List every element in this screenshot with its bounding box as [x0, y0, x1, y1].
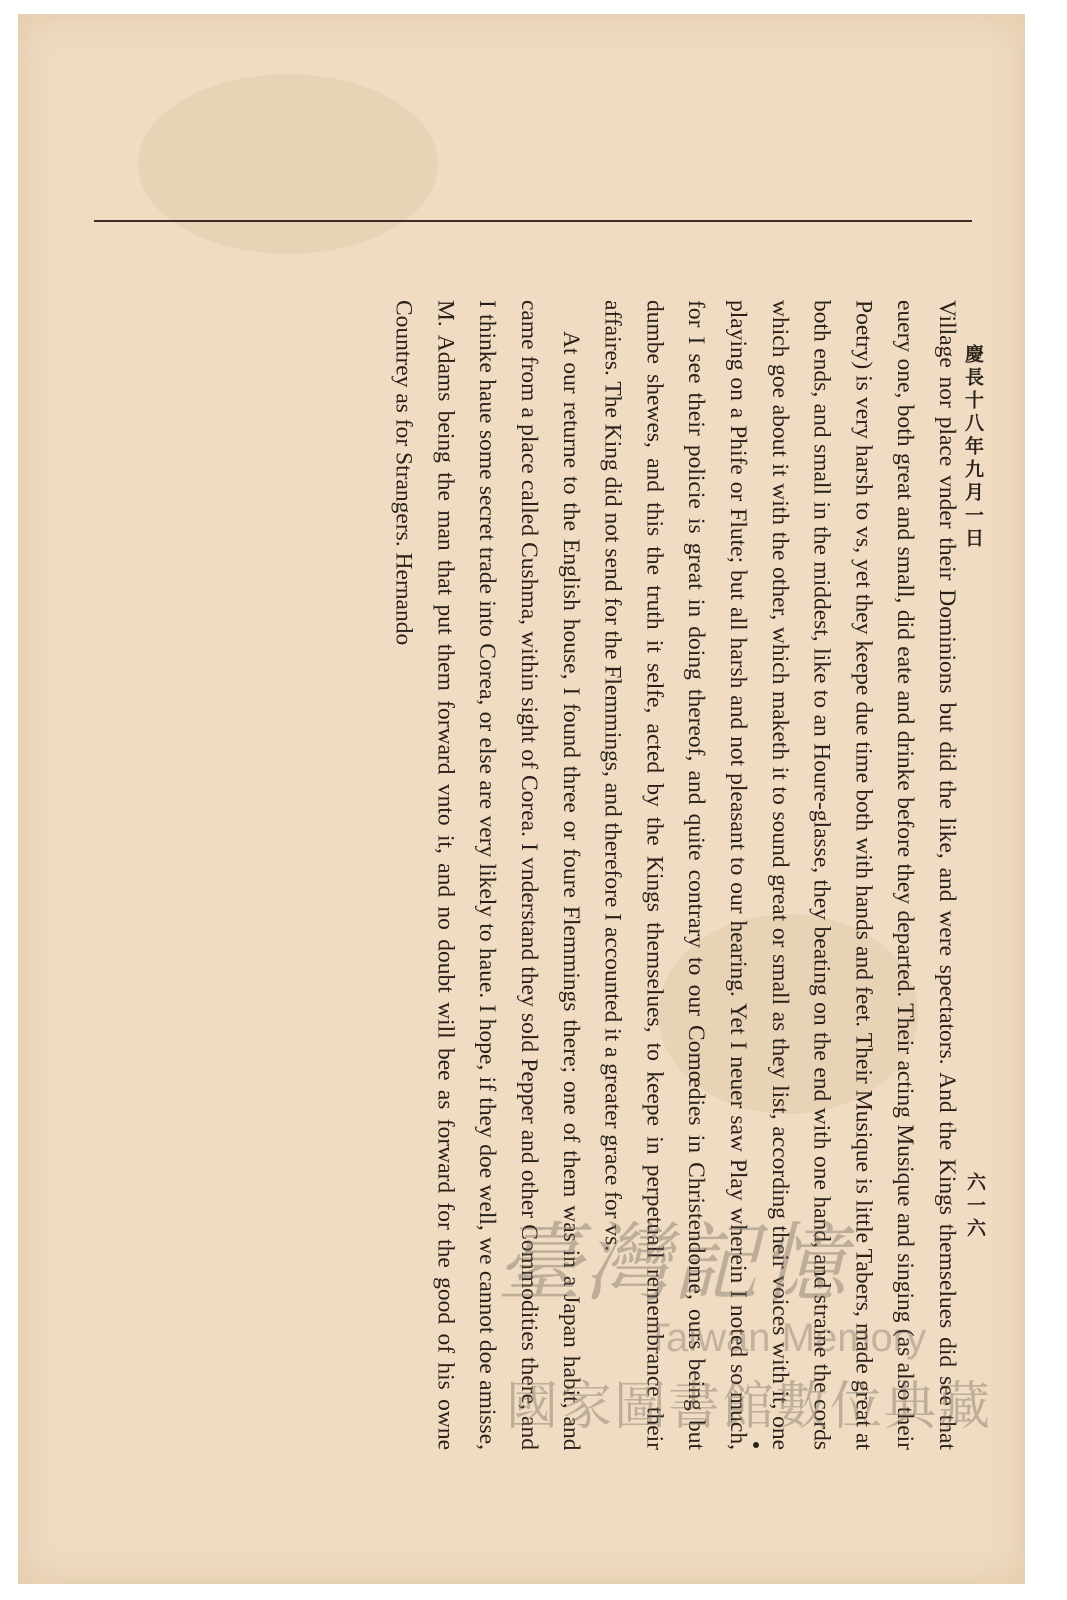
- watermark-main: 臺灣記憶: [496, 1214, 848, 1314]
- paragraph-1: Village nor place vnder their Dominions but did the like, and were spectators. And the Kings themselues did see that euery one, both great and small, did eate and drinke before they departed. Their acting Musique and singing (as also their Poetry) is very harsh to vs, yet they keepe due time both with hands and feet. Their Musique is little Tabers, made great at both ends, and small in the middest, like to an Houre-glasse, they beating on the end with one hand, and straine the cords which goe about it with the other, which maketh it to sound great or small as they list, according their voices with it, one playing on a Phife or Flute; but all harsh and not pleasant to our hearing. Yet I neuer saw Play wherein I noted so much, for I see their policie is great in doing thereof, and quite contrary to our Comœdies in Christendome, ours being but dumbe shewes, and this the truth it selfe, acted by the Kings themselues, to keepe in perpetuall remembrance their affaires. The King did not send for the Flemmings, and therefore I accounted it a greater grace for vs.: [599, 300, 960, 1450]
- header-date: 慶長十八年九月一日: [962, 344, 984, 551]
- page-number: 六一六: [964, 1172, 986, 1241]
- ink-dot: [753, 1442, 759, 1448]
- watermark-sub: 國家圖書館數位典藏: [506, 1377, 993, 1437]
- header-rule: [94, 220, 972, 222]
- paragraph-2: At our returne to the English house, I found three or foure Flemmings there; one of them was in a Japan habit, and came from a place called Cushma, within sight of Corea. I vnderstand they sold Pepper and other Commodities there, and I thinke haue some secret trade into Corea, or else are very likely to haue. I hope, if they doe well, we cannot doe amisse, M. Adams being the man that put them forward vnto it, and no doubt will bee as forward for the good of his owne Countrey as for Strangers. Hernando: [390, 300, 584, 1450]
- document-page: [18, 14, 1025, 1584]
- watermark-english: Taiwan Memory: [646, 1316, 927, 1360]
- body-text: [382, 300, 967, 1450]
- paper-stain: [138, 74, 438, 254]
